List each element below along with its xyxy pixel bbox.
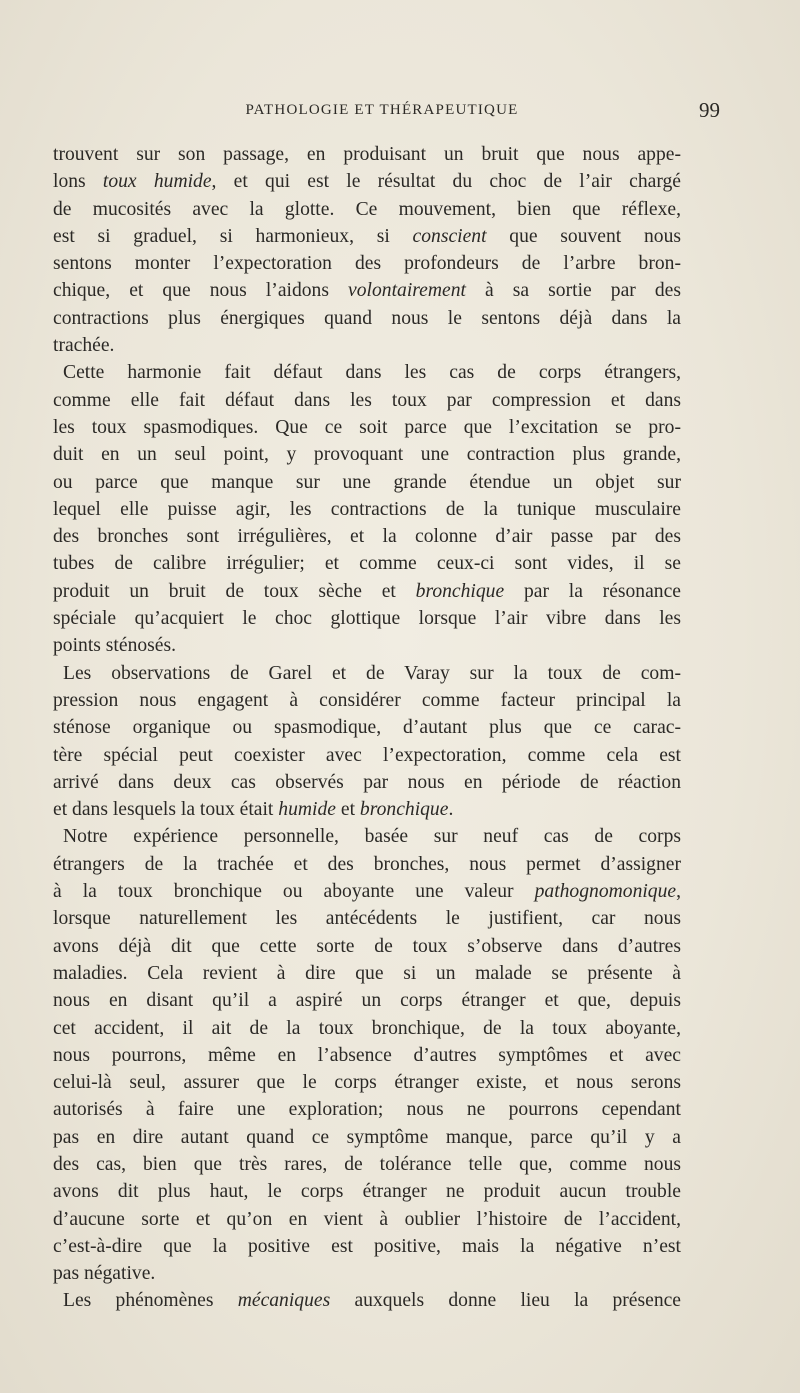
text-run: sténose organique ou spasmodique, d’autant plus que ce carac- — [53, 717, 681, 739]
text-line — [53, 1015, 681, 1042]
text-run: à sa sortie par des — [465, 280, 681, 302]
text-run: auxquels donne lieu la présence — [330, 1290, 681, 1312]
italic-term: pathognomonique — [534, 881, 677, 903]
text-line — [53, 769, 681, 796]
italic-term: bronchique — [359, 799, 449, 821]
text-run: Les phénomènes — [63, 1290, 238, 1312]
text-run: spéciale qu’acquiert le choc glottique lorsque l’air vibre dans les — [53, 608, 681, 630]
text-run: contractions plus énergiques quand nous le sentons déjà dans la — [53, 307, 681, 329]
text-line — [53, 550, 681, 577]
text-line — [53, 332, 681, 359]
text-line — [53, 223, 681, 250]
italic-term: humide — [278, 799, 336, 821]
italic-term: bronchique — [415, 580, 505, 602]
page-header — [40, 98, 720, 128]
text-run: nous pourrons, même en l’absence d’autres symptômes et avec — [53, 1044, 681, 1066]
text-run: trachée. — [53, 335, 115, 357]
italic-term: volontairement — [348, 280, 466, 302]
text-run: cet accident, il ait de la toux bronchique, de la toux aboyante, — [53, 1017, 681, 1039]
text-line — [53, 632, 681, 659]
running-title: PATHOLOGIE ET THÉRAPEUTIQUE — [245, 102, 519, 118]
text-line — [53, 605, 681, 632]
text-run: . — [448, 799, 454, 821]
text-run: points sténosés. — [53, 635, 177, 657]
text-run: que souvent nous — [486, 225, 681, 247]
text-run: des cas, bien que très rares, de tolérance telle que, comme nous — [53, 1153, 681, 1175]
text-run: lons — [53, 171, 103, 193]
text-line — [53, 196, 681, 223]
text-line — [53, 496, 681, 523]
text-line — [53, 687, 681, 714]
text-run: lorsque naturellement les antécédents le justifient, car nous — [53, 908, 681, 930]
text-line — [53, 1233, 681, 1260]
text-run: ou parce que manque sur une grande étendue un objet sur — [53, 471, 681, 493]
text-run: nous en disant qu’il a aspiré un corps étranger et que, depuis — [53, 990, 681, 1012]
text-run: sentons monter l’expectoration des profondeurs de l’arbre bron- — [53, 253, 681, 275]
text-run: et — [335, 799, 360, 821]
italic-term: conscient — [412, 225, 487, 247]
text-line — [53, 796, 681, 823]
text-run: lequel elle puisse agir, les contractions de la tunique musculaire — [53, 498, 681, 520]
text-line — [53, 359, 681, 386]
text-line — [53, 168, 681, 195]
text-run: de mucosités avec la glotte. Ce mouvement, bien que réflexe, — [53, 198, 681, 220]
text-line — [53, 905, 681, 932]
text-run: avons déjà dit que cette sorte de toux s’observe dans d’autres — [53, 935, 681, 957]
text-run: , et qui est le résultat du choc de l’air chargé — [211, 171, 681, 193]
text-line — [53, 1178, 681, 1205]
page-number: 99 — [699, 98, 720, 122]
text-line — [53, 469, 681, 496]
text-run: , — [676, 881, 681, 903]
text-line — [53, 1124, 681, 1151]
italic-term: toux humide — [102, 171, 212, 193]
text-run: et dans lesquels la toux était — [53, 799, 279, 821]
text-run: Notre expérience personnelle, basée sur neuf cas de corps — [63, 826, 681, 848]
text-run: comme elle fait défaut dans les toux par compression et dans — [53, 389, 681, 411]
body-text — [53, 141, 681, 1315]
text-run: duit en un seul point, y provoquant une contraction plus grande, — [53, 444, 681, 466]
text-run: tubes de calibre irrégulier; et comme ceux-ci sont vides, il se — [53, 553, 681, 575]
text-run: c’est-à-dire que la positive est positive, mais la négative n’est — [53, 1235, 681, 1257]
text-run: celui-là seul, assurer que le corps étranger existe, et nous serons — [53, 1072, 681, 1094]
text-line — [53, 742, 681, 769]
text-run: autorisés à faire une exploration; nous ne pourrons cependant — [53, 1099, 681, 1121]
text-line — [53, 1096, 681, 1123]
text-line — [53, 660, 681, 687]
text-line — [53, 250, 681, 277]
text-run: maladies. Cela revient à dire que si un malade se présente à — [53, 962, 681, 984]
text-line — [53, 1069, 681, 1096]
text-line — [53, 141, 681, 168]
text-run: à la toux bronchique ou aboyante une valeur — [53, 881, 535, 903]
text-run: pression nous engagent à considérer comme facteur principal la — [53, 689, 681, 711]
text-run: Les observations de Garel et de Varay sur la toux de com- — [63, 662, 681, 684]
text-line — [53, 1260, 681, 1287]
italic-term: mécaniques — [237, 1290, 331, 1312]
text-run: arrivé dans deux cas observés par nous en période de réaction — [53, 771, 681, 793]
text-line — [53, 277, 681, 304]
text-run: Cette harmonie fait défaut dans les cas de corps étrangers, — [63, 362, 681, 384]
text-run: trouvent sur son passage, en produisant un bruit que nous appe- — [53, 144, 681, 165]
text-line — [53, 441, 681, 468]
text-run: par la résonance — [504, 580, 681, 602]
text-line — [53, 1206, 681, 1233]
text-line — [53, 1042, 681, 1069]
text-run: étrangers de la trachée et des bronches, nous permet d’assigner — [53, 853, 681, 875]
text-line — [53, 578, 681, 605]
text-line — [53, 1151, 681, 1178]
text-run: avons dit plus haut, le corps étranger ne produit aucun trouble — [53, 1181, 681, 1203]
text-run: pas en dire autant quand ce symptôme manque, parce qu’il y a — [53, 1126, 681, 1148]
text-run: d’aucune sorte et qu’on en vient à oublier l’histoire de l’accident, — [53, 1208, 681, 1230]
text-line — [53, 987, 681, 1014]
text-line — [53, 414, 681, 441]
text-line — [53, 305, 681, 332]
text-line — [53, 1287, 681, 1314]
text-line — [53, 851, 681, 878]
text-line — [53, 387, 681, 414]
text-run: tère spécial peut coexister avec l’expectoration, comme cela est — [53, 744, 681, 766]
text-run: est si graduel, si harmonieux, si — [53, 225, 413, 247]
text-line — [53, 878, 681, 905]
text-line — [53, 714, 681, 741]
text-line — [53, 823, 681, 850]
text-line — [53, 523, 681, 550]
text-line — [53, 933, 681, 960]
text-run: des bronches sont irrégulières, et la colonne d’air passe par des — [53, 526, 681, 548]
text-run: les toux spasmodiques. Que ce soit parce que l’excitation se pro- — [53, 416, 681, 438]
text-run: produit un bruit de toux sèche et — [53, 580, 416, 602]
text-line — [53, 960, 681, 987]
text-run: chique, et que nous l’aidons — [53, 280, 349, 302]
text-run: pas négative. — [53, 1263, 156, 1285]
